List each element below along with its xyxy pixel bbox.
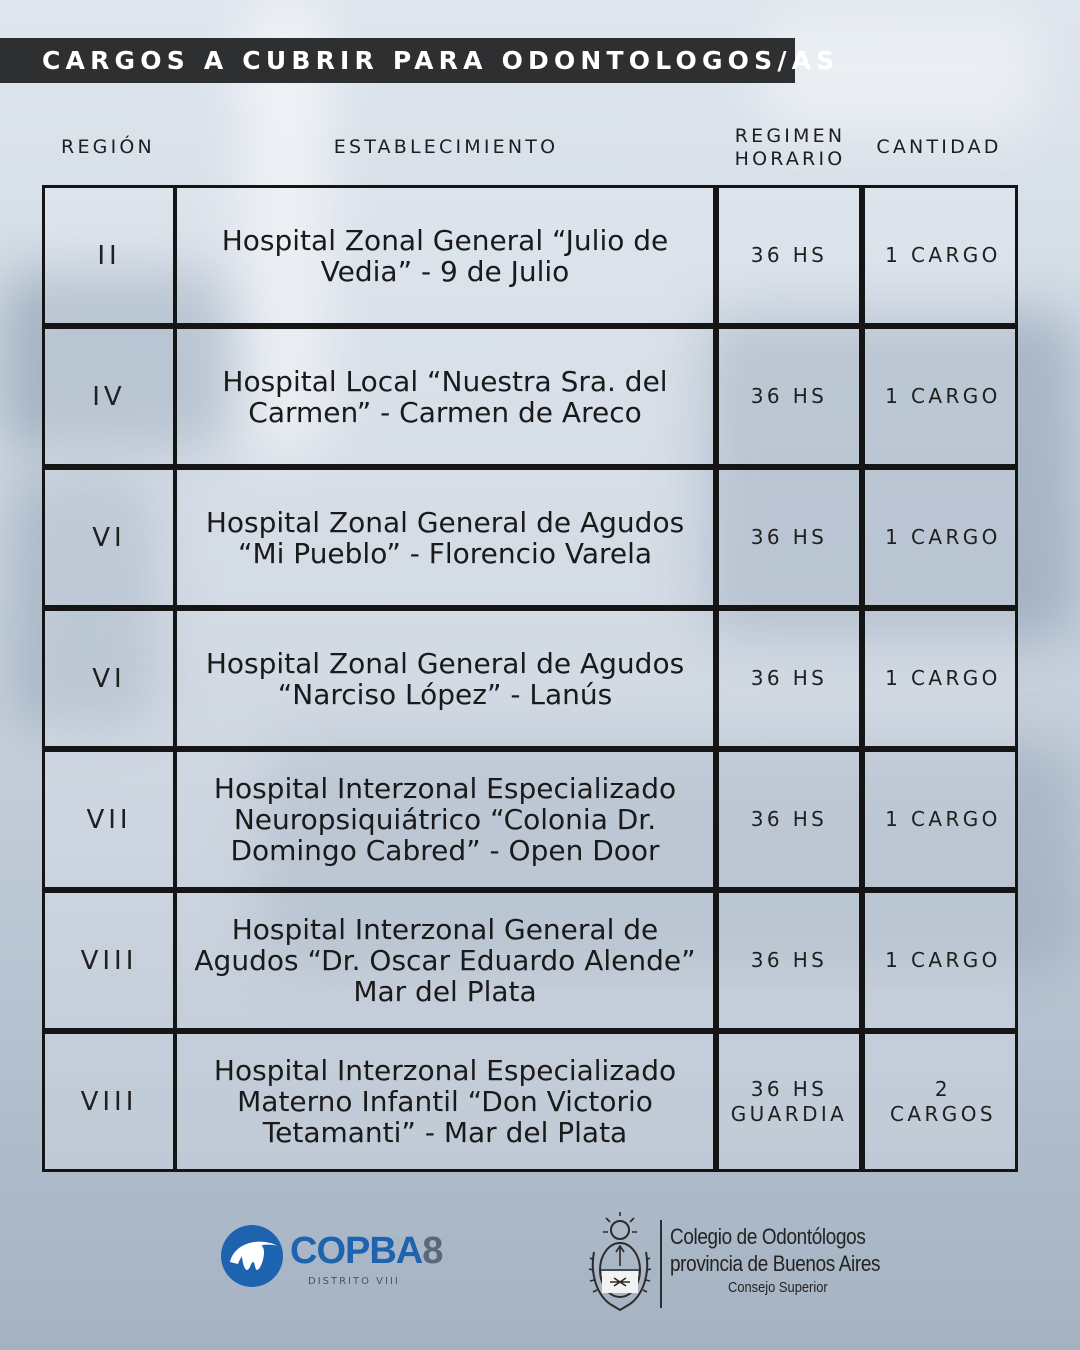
positions-table	[42, 185, 1018, 1173]
regimen-cell: 36 HS	[716, 890, 862, 1031]
cantidad-cell: 1 CARGO	[862, 326, 1018, 467]
copba-subtitle: DISTRITO VIII	[308, 1276, 400, 1287]
region-cell: II	[42, 185, 176, 326]
region-cell: VIII	[42, 890, 176, 1031]
cantidad-cell: 1 CARGO	[862, 185, 1018, 326]
table-row	[42, 890, 1018, 1031]
regimen-cell: 36 HS	[716, 467, 862, 608]
header-region: REGIÓN	[61, 136, 155, 158]
table-row	[42, 326, 1018, 467]
establecimiento-cell: Hospital Interzonal General de Agudos “Dr. Oscar Eduardo Alende” Mar del Plata	[174, 890, 716, 1031]
region-cell: IV	[42, 326, 176, 467]
copba-logo	[218, 1222, 448, 1292]
colegio-name-line1: Colegio de Odontólogos	[670, 1224, 866, 1249]
region-cell: VIII	[42, 1031, 176, 1172]
cantidad-cell: 1 CARGO	[862, 890, 1018, 1031]
regimen-cell: 36 HS	[716, 326, 862, 467]
coat-of-arms-icon	[588, 1212, 652, 1312]
regimen-cell: 36 HS	[716, 608, 862, 749]
establecimiento-cell: Hospital Zonal General de Agudos “Narciso López” - Lanús	[174, 608, 716, 749]
cantidad-cell: 1 CARGO	[862, 608, 1018, 749]
tooth-swoosh-icon	[218, 1222, 288, 1290]
colegio-name-line3: Consejo Superior	[728, 1279, 828, 1296]
regimen-cell: 36 HS	[716, 185, 862, 326]
title-banner	[0, 38, 840, 83]
regimen-cell: 36 HS	[716, 749, 862, 890]
table-row	[42, 608, 1018, 749]
cantidad-cell: 1 CARGO	[862, 749, 1018, 890]
establecimiento-cell: Hospital Interzonal Especializado Neuropsiquiátrico “Colonia Dr. Domingo Cabred” - Open Door	[174, 749, 716, 890]
cantidad-cell: 1 CARGO	[862, 467, 1018, 608]
regimen-cell: 36 HS GUARDIA	[716, 1031, 862, 1172]
establecimiento-cell: Hospital Zonal General de Agudos “Mi Pueblo” - Florencio Varela	[174, 467, 716, 608]
table-row	[42, 185, 1018, 326]
region-cell: VI	[42, 608, 176, 749]
page-title: CARGOS A CUBRIR PARA ODONTOLOGOS/AS	[42, 46, 840, 75]
copba-wordmark: COPBA8	[290, 1230, 443, 1272]
region-cell: VII	[42, 749, 176, 890]
header-regimen-horario: REGIMEN HORARIO	[734, 125, 846, 170]
establecimiento-cell: Hospital Local “Nuestra Sra. del Carmen” - Carmen de Areco	[174, 326, 716, 467]
table-row	[42, 467, 1018, 608]
region-cell: VI	[42, 467, 176, 608]
cantidad-cell: 2 CARGOS	[862, 1031, 1018, 1172]
header-cantidad: CANTIDAD	[876, 136, 1002, 158]
table-row	[42, 749, 1018, 890]
colegio-name-line2: provincia de Buenos Aires	[670, 1251, 881, 1276]
colegio-logo	[588, 1210, 918, 1315]
establecimiento-cell: Hospital Interzonal Especializado Materno Infantil “Don Victorio Tetamanti” - Mar del Plata	[174, 1031, 716, 1172]
establecimiento-cell: Hospital Zonal General “Julio de Vedia” - 9 de Julio	[174, 185, 716, 326]
header-establecimiento: ESTABLECIMIENTO	[333, 136, 559, 158]
table-row	[42, 1031, 1018, 1172]
logo-divider	[660, 1220, 662, 1308]
